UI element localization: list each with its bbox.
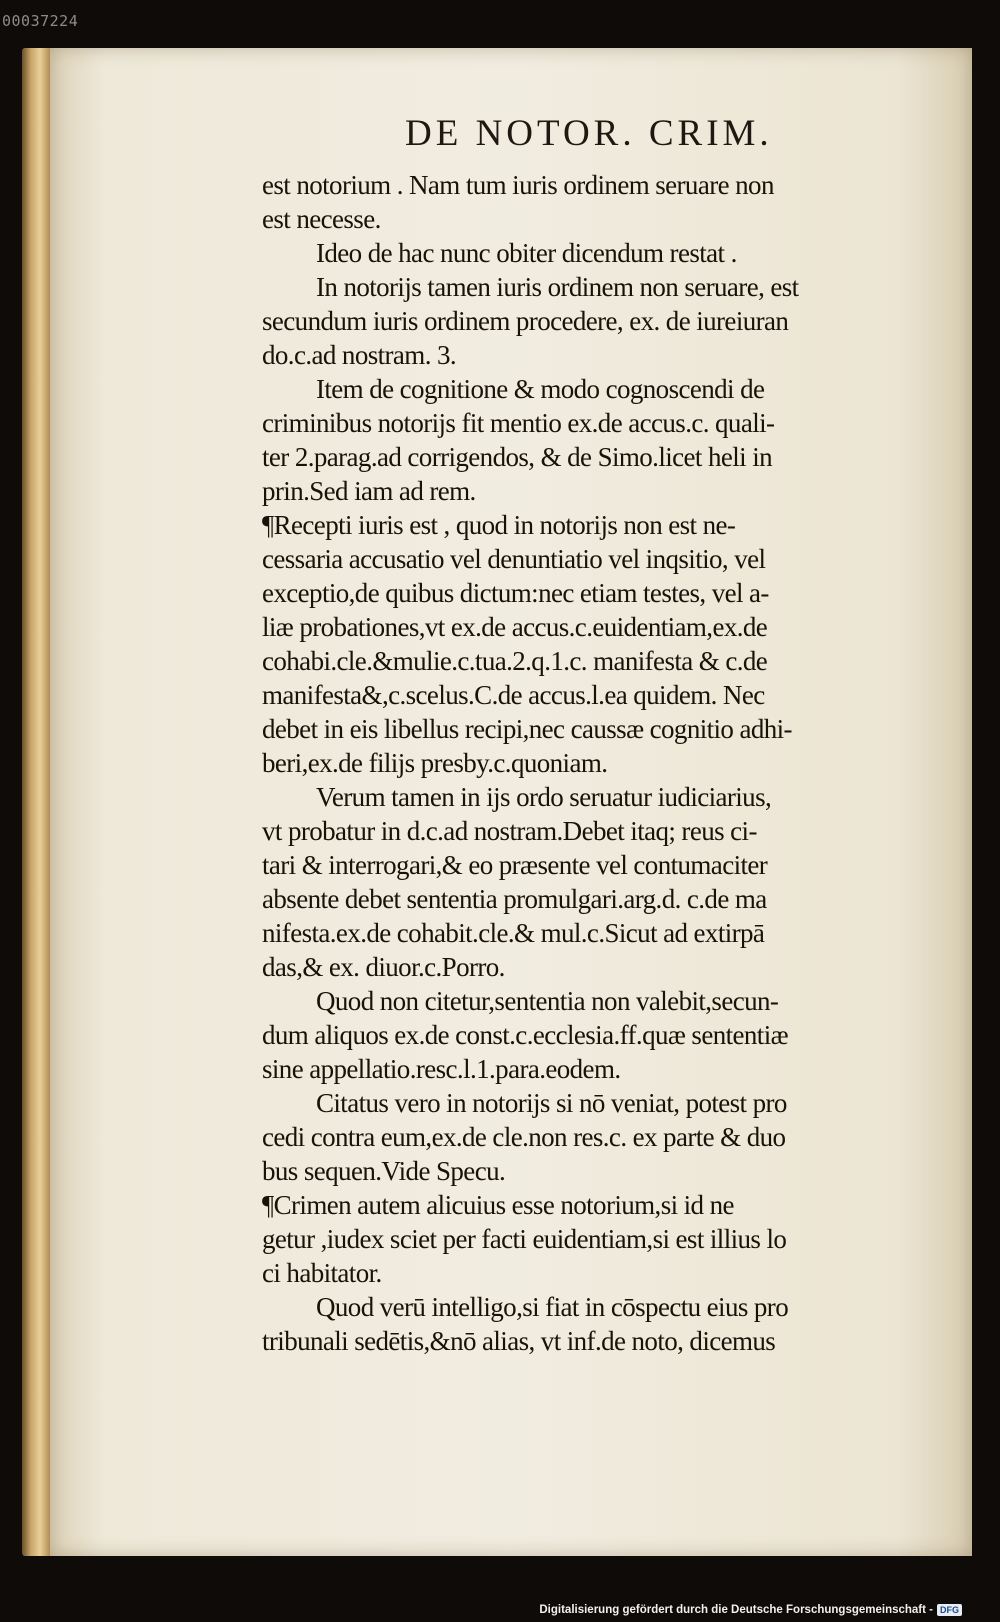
text-line: nifesta.ex.de cohabit.cle.& mul.c.Sicut ad extirpā: [262, 918, 765, 948]
text-line: ci habitator.: [262, 1258, 382, 1288]
text-line: das,& ex. diuor.c.Porro.: [262, 952, 505, 982]
text-line: ¶Crimen autem alicuius esse notorium,si id ne: [262, 1190, 734, 1220]
body-text: [262, 168, 942, 1358]
text-line: bus sequen.Vide Specu.: [262, 1156, 506, 1186]
text-line: dum aliquos ex.de const.c.ecclesia.ff.quæ sententiæ: [262, 1020, 789, 1050]
text-line: cessaria accusatio vel denuntiatio vel inqsitio, vel: [262, 544, 766, 574]
text-line: tribunali sedētis,&nō alias, vt inf.de noto, dicemus: [262, 1326, 776, 1356]
text-line: beri,ex.de filijs presby.c.quoniam.: [262, 748, 608, 778]
text-line: criminibus notorijs fit mentio ex.de accus.c. quali-: [262, 408, 775, 438]
text-line: absente debet sententia promulgari.arg.d. c.de ma: [262, 884, 767, 914]
text-line: debet in eis libellus recipi,nec caussæ cognitio adhi-: [262, 714, 792, 744]
text-line: prin.Sed iam ad rem.: [262, 476, 476, 506]
text-line: getur ,iudex sciet per facti euidentiam,si est illius lo: [262, 1224, 787, 1254]
text-line: In notorijs tamen iuris ordinem non seruare, est: [316, 272, 799, 302]
text-line: Quod verū intelligo,si fiat in cōspectu eius pro: [316, 1292, 789, 1322]
text-line: cedi contra eum,ex.de cle.non res.c. ex parte & duo: [262, 1122, 786, 1152]
text-line: exceptio,de quibus dictum:nec etiam testes, vel a-: [262, 578, 769, 608]
image-id: 00037224: [2, 12, 79, 30]
text-line: secundum iuris ordinem procedere, ex. de iureiuran: [262, 306, 789, 336]
text-line: manifesta&,c.scelus.C.de accus.l.ea quidem. Nec: [262, 680, 765, 710]
dfg-logo: DFG: [937, 1604, 962, 1616]
text-line: Citatus vero in notorijs si nō veniat, potest pro: [316, 1088, 787, 1118]
text-line: Quod non citetur,sententia non valebit,secun-: [316, 986, 779, 1016]
text-line: sine appellatio.resc.l.1.para.eodem.: [262, 1054, 621, 1084]
text-line: est notorium . Nam tum iuris ordinem seruare non: [262, 170, 774, 200]
text-line: cohabi.cle.&mulie.c.tua.2.q.1.c. manifesta & c.de: [262, 646, 768, 676]
digitization-footer: [539, 1604, 962, 1616]
text-line: ter 2.parag.ad corrigendos, & de Simo.licet heli in: [262, 442, 772, 472]
footer-text: Digitalisierung gefördert durch die Deutsche Forschungsgemeinschaft -: [539, 1604, 933, 1616]
text-line: Verum tamen in ijs ordo seruatur iudiciarius,: [316, 782, 772, 812]
text-line: liæ probationes,vt ex.de accus.c.euidentiam,ex.de: [262, 612, 768, 642]
text-line: ¶Recepti iuris est , quod in notorijs non est ne-: [262, 510, 736, 540]
text-line: Ideo de hac nunc obiter dicendum restat .: [316, 238, 737, 268]
text-line: Item de cognitione & modo cognoscendi de: [316, 374, 765, 404]
text-line: do.c.ad nostram. 3.: [262, 340, 457, 370]
text-line: vt probatur in d.c.ad nostram.Debet itaq; reus ci-: [262, 816, 757, 846]
text-line: tari & interrogari,& eo præsente vel contumaciter: [262, 850, 768, 880]
running-header: DE NOTOR. CRIM.: [405, 113, 773, 154]
text-line: est necesse.: [262, 204, 381, 234]
